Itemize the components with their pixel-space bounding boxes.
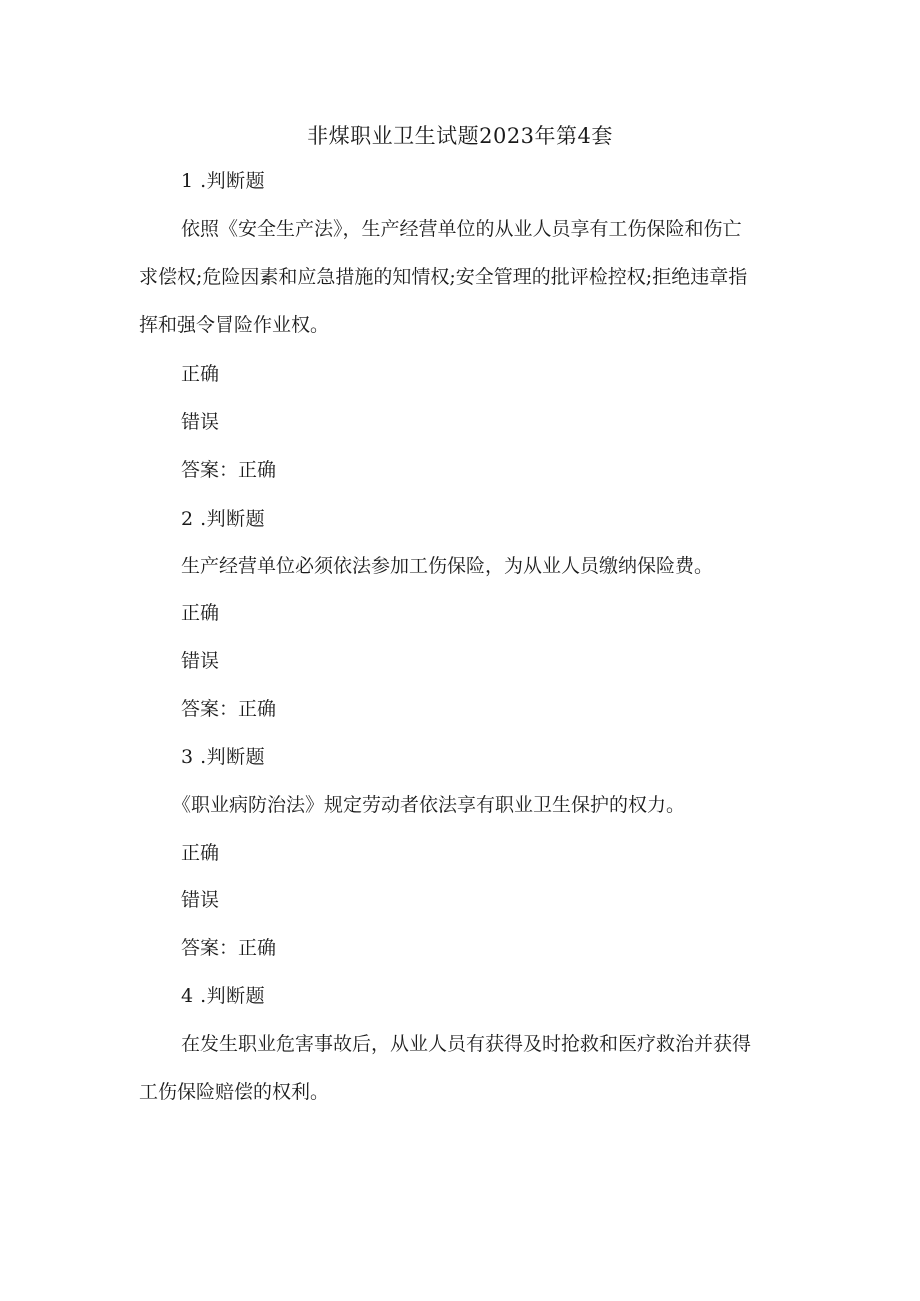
question-4-stem-line-1: 在发生职业危害事故后，从业人员有获得及时抢救和医疗救治并获得 (181, 1033, 752, 1055)
question-1-heading: 1 .判断题 (181, 170, 266, 192)
question-1-stem-line-1: 依照《安全生产法》，生产经营单位的从业人员享有工伤保险和伤亡 (181, 218, 742, 240)
question-1-option-wrong: 错误 (181, 411, 220, 433)
question-2-heading: 2 .判断题 (181, 508, 266, 530)
question-3-option-wrong: 错误 (181, 889, 220, 911)
question-4-heading: 4 .判断题 (181, 985, 266, 1007)
question-3-heading: 3 .判断题 (181, 746, 266, 768)
question-4-stem-line-2: 工伤保险赔偿的权利。 (139, 1081, 330, 1103)
document-title: 非煤职业卫生试题2023年第4套 (307, 124, 613, 148)
question-1-answer: 答案：正确 (181, 459, 277, 481)
question-2-option-wrong: 错误 (181, 650, 220, 672)
question-3-stem-line-1: 《职业病防治法》规定劳动者依法享有职业卫生保护的权力。 (172, 794, 686, 816)
question-1-stem-line-2: 求偿权;危险因素和应急措施的知情权;安全管理的批评检控权;拒绝违章指 (139, 266, 748, 288)
question-1-stem-line-3: 挥和强令冒险作业权。 (139, 314, 330, 336)
question-3-option-correct: 正确 (181, 842, 220, 864)
question-2-stem-line-1: 生产经营单位必须依法参加工伤保险，为从业人员缴纳保险费。 (181, 555, 714, 577)
question-1-option-correct: 正确 (181, 363, 220, 385)
question-3-answer: 答案：正确 (181, 937, 277, 959)
question-2-option-correct: 正确 (181, 602, 220, 624)
question-2-answer: 答案：正确 (181, 698, 277, 720)
